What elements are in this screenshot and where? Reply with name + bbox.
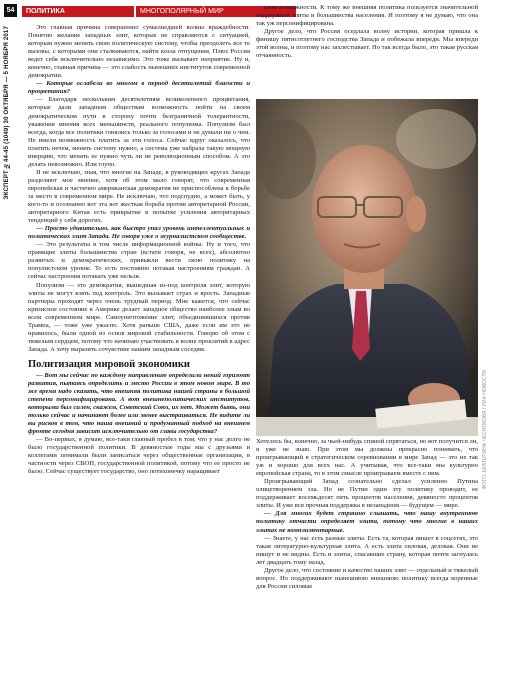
- body-paragraph: Это главная причина совершенно сумасшедшей волны враждебности. Понятно желание западных элит, которые не справляются с ситуацией, которым нужно менять свою политическую систему, чтобы преодолеть все те вызовы, с которыми они сталкиваются, найти козла отпущения. Плюс Россия ведет себя исключительно независимо. Это тоже вызывает неприятие. Ну и, конечно, главная причина — это слабость нынешних институтов современной демократии.: [28, 24, 250, 80]
- issue-sidebar: [3, 26, 15, 226]
- left-column: [28, 24, 250, 477]
- body-paragraph: Я не исключаю, зная, что многие на Западе, в руководящих кругах Запада разделяют мое мнение, хотя об этом мало говорят, что современная европейская и частично американская демократия не приспособлена к борьбе за место в современном мире. Не исключаю, что подспудно, а может быть, у кого-то и осознанно вот эта вот жесткая борьба против авторитарной России, авторитарного Китая есть прикрытие в попытке усиления авторитарных тенденций у себя дорогих.: [28, 168, 250, 225]
- body-paragraph: Другое дело, что состояние и качество наших элит — отдельный и тяжелый вопрос. Но поддерживают нынешнюю внешнюю политику всегда коренные для России силовые: [256, 566, 478, 590]
- right-column-top: [256, 4, 478, 60]
- body-paragraph: — Во-первых, я думаю, все-таки главный пробел в том, что у нас долго не было государственной политики. В девяностые годы мы с друзьями и коллегами понимали были записаться через общественные организации, в частности через СВОП, государственной политикой, потому что ее просто не было. Сейчас существует государство, оно потихонечку наращивает: [28, 436, 250, 476]
- body-paragraph: Проигрывающий Запад сознательно сделал усиленно Путина олицетворением зла. Но не Путин один эту политику проводит, ее поддерживает восемьдесят пять процентов населения, девяносто процентов элиты. И уже вся прочная поддержка в незападном — будущем — мире.: [256, 478, 478, 510]
- body-paragraph: — Знаете, у нас есть разные элиты. Есть та, которая пишет в соцсетях, это такая литературно-культурная элита. А есть элита силовая, деловая. Они не пишут и не видны. Есть и элиты, спасавшие страну, которая почти загнулась лет двадцать тому назад.: [256, 534, 478, 566]
- interviewer-question: — Вот мы сейчас по каждому направлению определили некий горизонт развития, пытаясь определить и место России в этом новом мире. В то же время надо сказать, что внешняя политика нашей страны в большой степени персонифицирована. А вот внешнеполитических институтов, которыми был силен, скажем, Советский Союз, их нет. Может быть, они только сейчас и начинают более или менее выстраиваться. Не видите ли вы рисков в том, что наша внешний и продуманный подход на внешнем фронте сегодня зависит исключительно от главы государства?: [28, 371, 250, 436]
- interviewer-question: — Которые ослабели во многом в период десятилетий благости и процветания?: [28, 80, 250, 96]
- rubric-label[interactable]: МНОГОПОЛЯРНЫЙ МИР: [136, 6, 296, 17]
- body-paragraph: Хотелось бы, конечно, за чьей-нибудь спиной спрятаться, но вот получится ли, я уже не знаю. При этом мы должны прекрасно понимать, что проигрывающий в стратегическом соревновании в мире Запад — это не так уж и хорошо для всех нас. А учитывая, что все-таки мы культурно европейская страна, то в этом смысле проигрываем вместе с ним.: [256, 438, 479, 478]
- page-number: 54: [4, 4, 17, 17]
- portrait-photo-icon: [256, 99, 478, 436]
- interviewer-question: — Для многих будет страшно слышать, что нашу внутреннюю политику отчасти определяет элита, потому что многие в наших элитах не комплиментарные.: [256, 510, 478, 534]
- photo-credit: [482, 370, 492, 490]
- body-paragraph: Популизм — это демократия, вышедшая из-под контроля элит, которую элиты не могут взять под контроль. Это вызывает страх и ярость. Западные партнеры проходят через очень трудный период. Мне кажется, что сейчас кризисное состояние в Америке делает западное общество наиболее злым во всем современном мире. Самоуничтожение элит, объединившихся против Трампа, — тоже уже ужасно. Хотя раньше США, даже если им это не нравилось, были одной из основ мировой стабильности. Говорю об этом с тяжелым сердцем, потому что начинаю участвовать в волне проклятий в адрес Запада. А хочу выразить сочувствие нашим западным соседям.: [28, 281, 250, 353]
- right-column-bottom: [256, 438, 478, 591]
- interviewer-question: — Просто удивительно, как быстро упал уровень интеллектуальных и политических элит Запада. Не говоря уже о журналистском сообществе.: [28, 225, 250, 241]
- photo-credit-text: ФОТО: ЕКАТЕРИНА ЧЕСНОКОВА / РИА НОВОСТИ: [482, 370, 488, 490]
- body-paragraph: — Это результаты в том числе информационной войны. Ну и того, что правящие элиты большинства стран (кстати говоря, не всех), абсолютно развитых и демократических, привыкли вести свою политику на популистском уровне. То есть постоянно потакая настроениям граждан. А сейчас настроения потакать уже нельзя.: [28, 241, 250, 281]
- section-label[interactable]: ПОЛИТИКА: [22, 6, 134, 17]
- body-paragraph: — Благодаря нескольким десятилетиям великолепного процветания, которые дали западным обществам возможность пойти на своем демократическом пути в сторону почти безграничной толерантности, уважения мнения всех меньшинств, реального популизма. Популизм был всегда, когда все политики гонялись только за голосами и не думали ни о чем. Не имели возможность платить за эти голоса. Сейчас вдруг оказалось, что платить нечем, менять систему нужно, а система уже набрала такую мощную инерцию, что менять ее нужно чуть ли не революционным способом. А это делать невозможно. Или глупо.: [28, 96, 250, 168]
- subheading: Политизация мировой экономики: [28, 358, 190, 370]
- portrait-photo: [256, 99, 478, 436]
- issue-info: ЭКСПЕРТ №44-45 (1049) 30 ОКТЯБРЯ — 5 НОЯБРЯ 2017: [4, 26, 10, 200]
- body-paragraph: свои возможности. К тому же внешняя политика пользуется значительной поддержкой элиты и большинства населения. И поэтому я не думаю, что она так уж персонифицирована.: [256, 4, 478, 28]
- body-paragraph: Другое дело, что Россия оседлала волну истории, которая пришла к финишу пятисотлетнего господства Запада и побежала впереди. Мы впереди этой волны, и поэтому нас захлестывает. Но так всегда было, это такая русская отчаянность.: [256, 28, 478, 60]
